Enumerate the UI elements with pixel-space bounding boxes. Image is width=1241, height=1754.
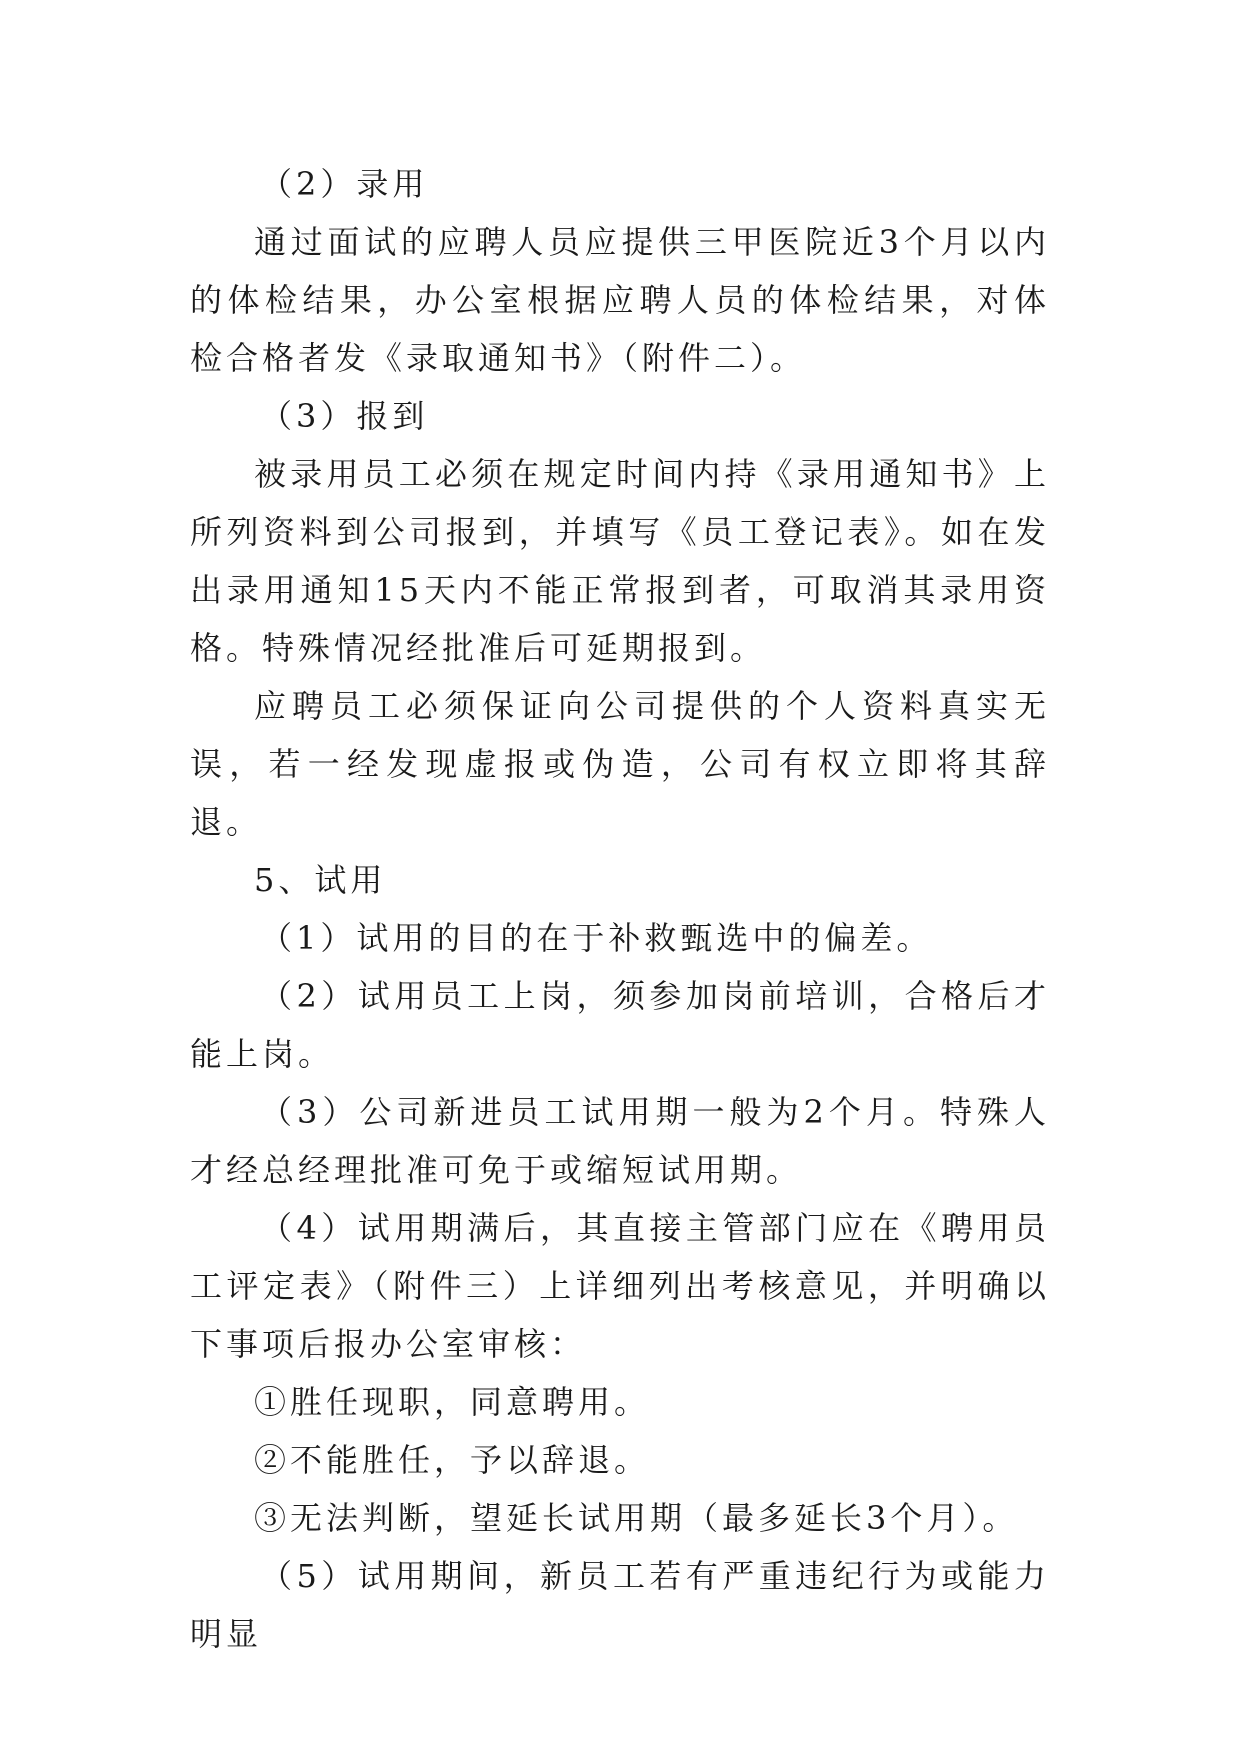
paragraph-probation-purpose: （1）试用的目的在于补救甄选中的偏差。: [260, 919, 933, 957]
section-heading-probation: 5、试用: [254, 861, 387, 899]
list-item-dismissed: ②不能胜任，予以辞退。: [254, 1441, 651, 1479]
section-heading-employment: （2）录用: [260, 165, 429, 203]
paragraph-medical-check: 通过面试的应聘人员应提供三甲医院近3个月以内的体检结果，办公室根据应聘人员的体检结果，对体检合格者发《录取通知书》（附件二）。: [190, 223, 1050, 377]
list-item-extend: ③无法判断，望延长试用期（最多延长3个月）。: [254, 1499, 1019, 1537]
paragraph-report-procedure: 被录用员工必须在规定时间内持《录用通知书》上所列资料到公司报到，并填写《员工登记表》。如在发出录用通知15天内不能正常报到者，可取消其录用资格。特殊情况经批准后可延期报到。: [190, 455, 1050, 667]
paragraph-probation-period: （3）公司新进员工试用期一般为2个月。特殊人才经总经理批准可免于或缩短试用期。: [190, 1093, 1050, 1189]
list-item-qualified: ①胜任现职，同意聘用。: [254, 1383, 651, 1421]
section-heading-report: （3）报到: [260, 397, 429, 435]
paragraph-truthful-info: 应聘员工必须保证向公司提供的个人资料真实无误，若一经发现虚报或伪造，公司有权立即将其辞退。: [190, 687, 1050, 841]
document-body: [190, 155, 1050, 1663]
paragraph-probation-violation: （5）试用期间，新员工若有严重违纪行为或能力明显: [190, 1557, 1050, 1653]
paragraph-probation-training: （2）试用员工上岗，须参加岗前培训，合格后才能上岗。: [190, 977, 1050, 1073]
paragraph-probation-evaluation: （4）试用期满后，其直接主管部门应在《聘用员工评定表》（附件三）上详细列出考核意见，并明确以下事项后报办公室审核：: [190, 1209, 1050, 1363]
